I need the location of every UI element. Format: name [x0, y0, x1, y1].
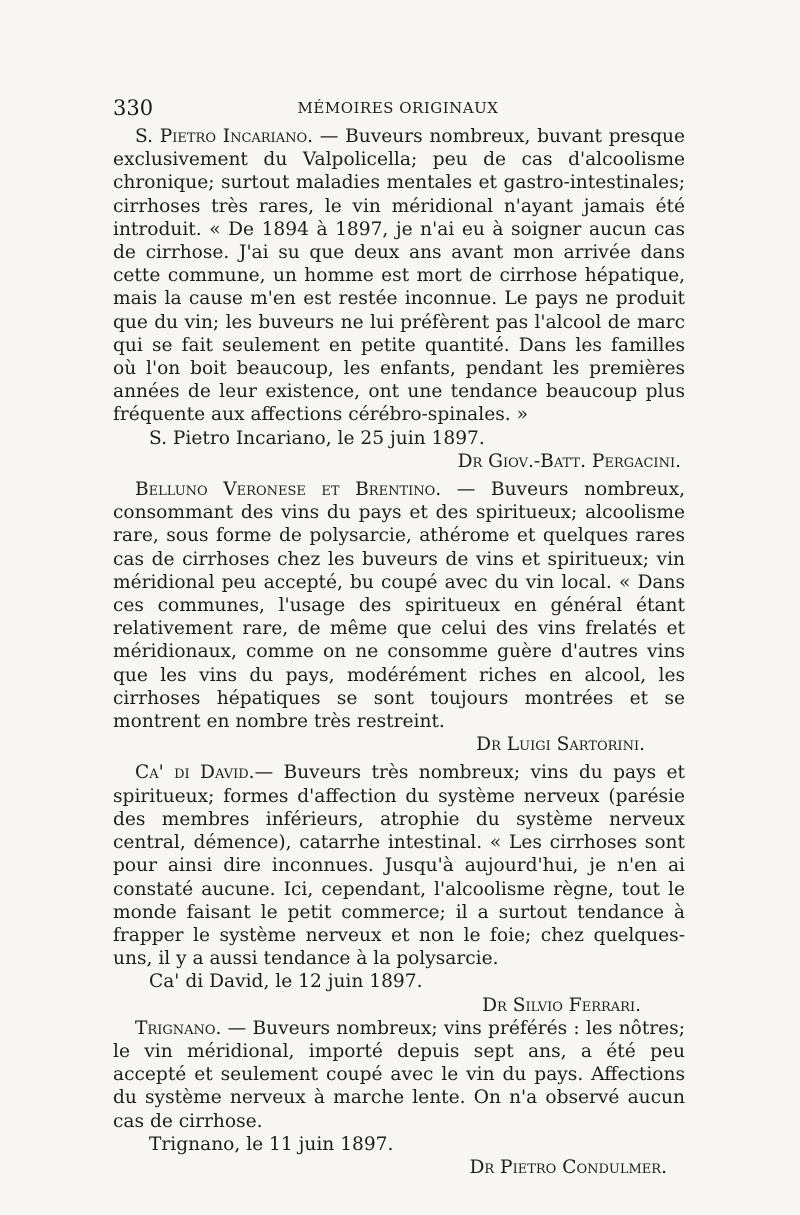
entry-paragraph	[113, 478, 685, 733]
entry-place: S. Pietro Incariano.	[135, 126, 314, 147]
entry-text: — Buveurs nombreux, consommant des vins du pays et des spiritueux; alcoolisme rare, sous forme de polysarcie, athérome et quelques rares cas de cirrhoses chez les buveurs de vins et spiritueux; vin méridional peu accepté, bu coupé avec du vin local. « Dans ces communes, l'usage des spiritueux en général étant relativement rare, de même que celui des vins frelatés et méridionaux, comme on ne consomme guère d'autres vins que les vins du pays, modérément riches en alcool, les cirrhoses hépatiques se sont toujours montrées et se montrent en nombre très restreint.	[113, 479, 685, 733]
page-header	[113, 96, 683, 120]
entry-signature: Dr Giov.-Batt. Pergacini.	[457, 450, 681, 472]
entry-place: Belluno Veronese et Brentino.	[135, 479, 442, 501]
entry-signature: Dr Pietro Condulmer.	[469, 1156, 667, 1178]
running-title: MÉMOIRES ORIGINAUX	[297, 99, 499, 117]
entry-dateline: Ca' di David, le 12 juin 1897.	[149, 971, 423, 993]
entry-text: — Buveurs très nombreux; vins du pays et spiritueux; formes d'affection du système nerveux (parésie des membres inférieurs, atrophie du système nerveux central, démence), catarrhe intestinal. « Les cirrhoses sont pour ainsi dire inconnues. Jusqu'à aujourd'hui, je n'en ai constaté aucune. Ici, cependant, l'alcoolisme règne, tout le monde faisant le petit commerce; il a surtout tendance à frapper le système nerveux et non le foie; chez quelques-uns, il y a aussi tendance à la polysarcie.	[113, 762, 685, 970]
text-body	[113, 125, 685, 1179]
entry-signature: Dr Luigi Sartorini.	[476, 734, 645, 756]
entry-paragraph	[113, 1017, 685, 1133]
entry-dateline: Trignano, le 11 juin 1897.	[149, 1133, 394, 1155]
entry-signature: Dr Silvio Ferrari.	[482, 994, 641, 1016]
entry-dateline: S. Pietro Incariano, le 25 juin 1897.	[149, 427, 485, 449]
entry-paragraph	[113, 761, 685, 970]
page-number: 330	[113, 96, 154, 120]
entry-place: Ca' di David.	[135, 762, 255, 784]
entry-text: — Buveurs nombreux; vins préférés : les nôtres; le vin méridional, importé depuis sept ans, a été peu accepté et seulement coupé avec le vin du pays. Affections du système nerveux à marche lente. On n'a observé aucun cas de cirrhose.	[113, 1017, 685, 1132]
entry-place: Trignano.	[135, 1017, 222, 1039]
entry-text: — Buveurs nombreux, buvant presque exclusivement du Valpolicella; peu de cas d'alcoolisme chronique; surtout maladies mentales et gastro-intestinales; cirrhoses très rares, le vin méridional n'ayant jamais été introduit. « De 1894 à 1897, je n'ai eu à soigner aucun cas de cirrhose. J'ai su que deux ans avant mon arrivée dans cette commune, un homme est mort de cirrhose hépatique, mais la cause m'en est restée inconnue. Le pays ne produit que du vin; les buveurs ne lui préfèrent pas l'alcool de marc qui se fait seulement en petite quantité. Dans les familles où l'on boit beaucoup, les enfants, pendant les premières années de leur existence, ont une tendance beaucoup plus fréquente aux affections cérébro-spinales. »	[113, 126, 685, 426]
entry-paragraph	[113, 125, 685, 427]
